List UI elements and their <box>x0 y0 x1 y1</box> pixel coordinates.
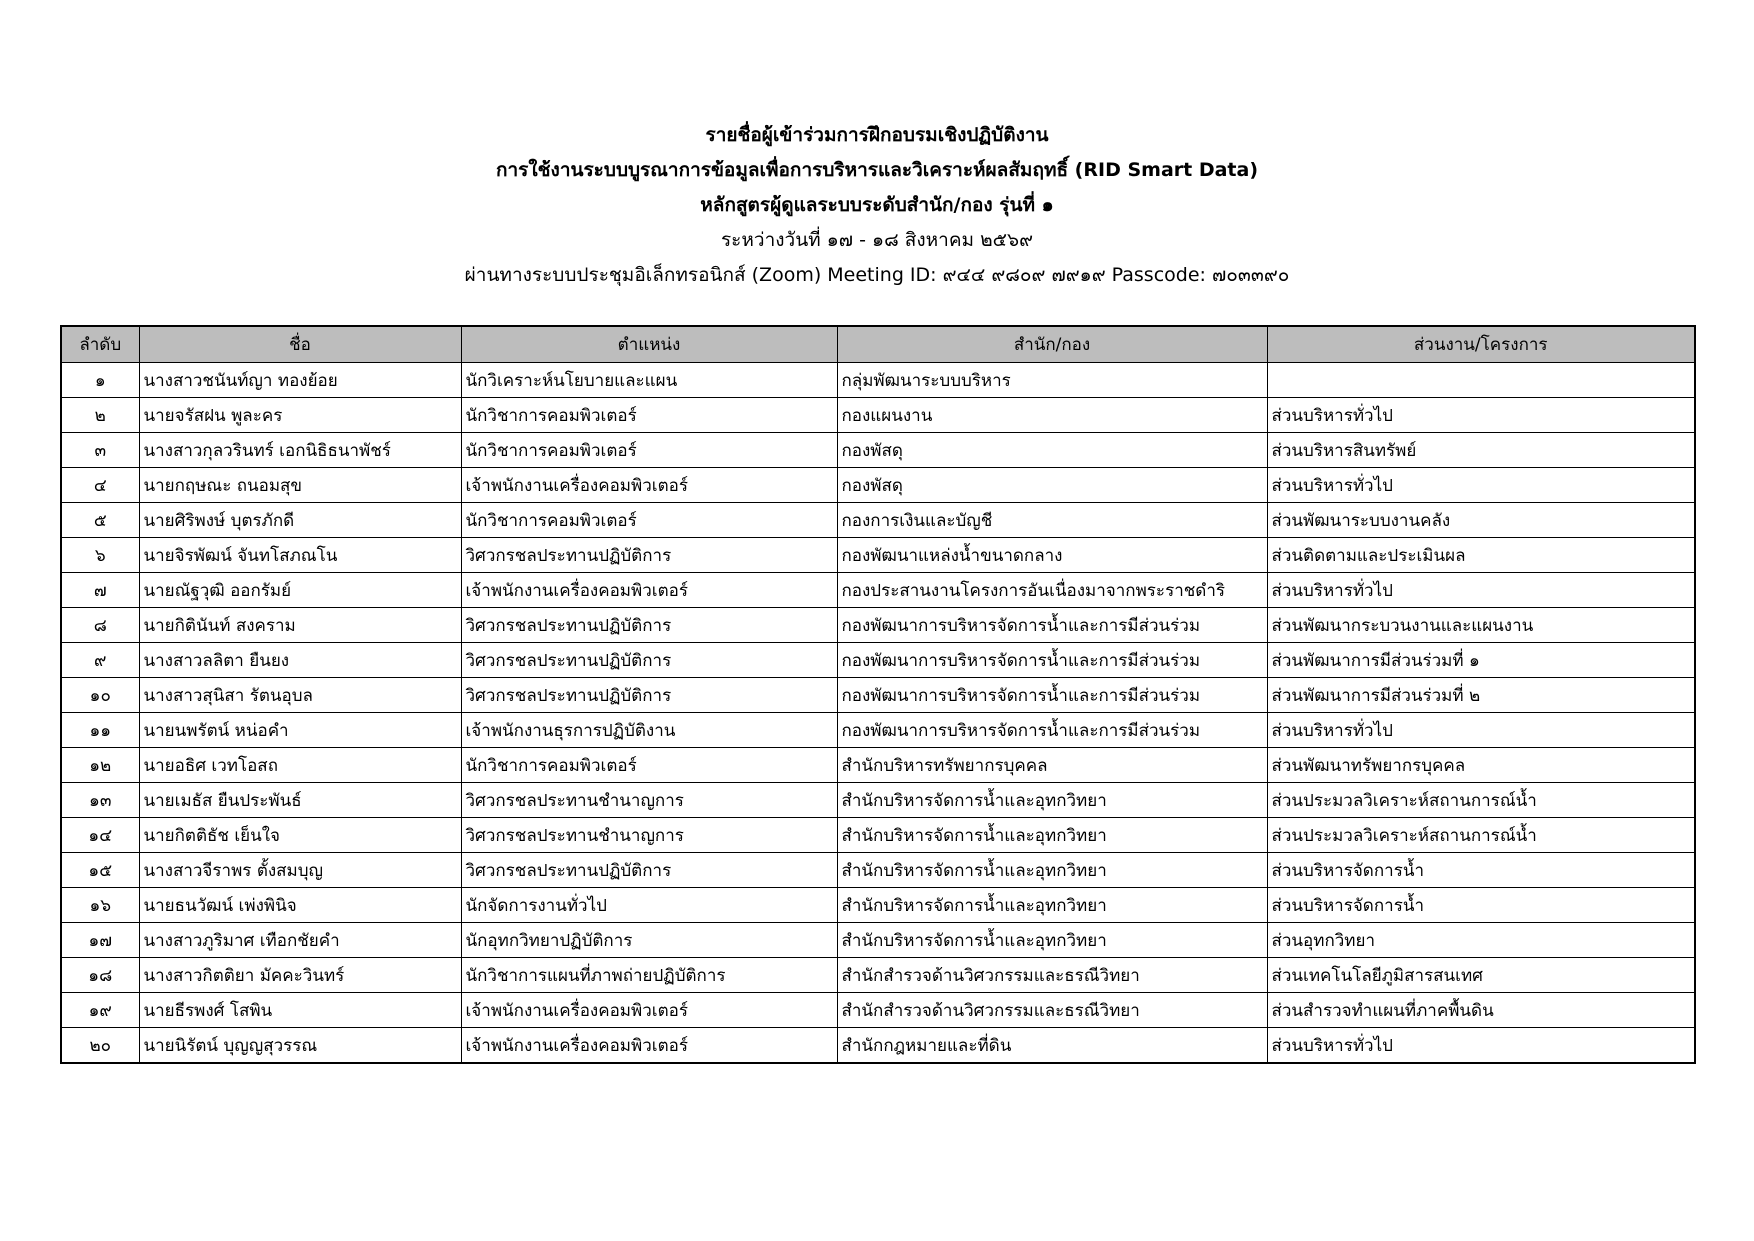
cell-position: เจ้าพนักงานเครื่องคอมพิวเตอร์ <box>461 993 837 1028</box>
cell-name: นายเมธัส ยืนประพันธ์ <box>139 783 461 818</box>
cell-position: วิศวกรชลประทานปฏิบัติการ <box>461 608 837 643</box>
cell-name: นายธีรพงศ์ โสพิน <box>139 993 461 1028</box>
cell-no: ๕ <box>61 503 139 538</box>
cell-no: ๒๐ <box>61 1028 139 1064</box>
cell-office: สำนักบริหารทรัพยากรบุคคล <box>837 748 1267 783</box>
cell-unit: ส่วนติดตามและประเมินผล <box>1267 538 1695 573</box>
cell-no: ๑๕ <box>61 853 139 888</box>
cell-unit: ส่วนสำรวจทำแผนที่ภาคพื้นดิน <box>1267 993 1695 1028</box>
cell-no: ๑๙ <box>61 993 139 1028</box>
column-header-office: สำนัก/กอง <box>837 326 1267 363</box>
cell-unit <box>1267 363 1695 398</box>
table-row <box>61 678 1695 713</box>
cell-no: ๑๗ <box>61 923 139 958</box>
cell-unit: ส่วนพัฒนาทรัพยากรบุคคล <box>1267 748 1695 783</box>
cell-office: กองพัสดุ <box>837 468 1267 503</box>
cell-unit: ส่วนบริหารจัดการน้ำ <box>1267 853 1695 888</box>
table-row <box>61 608 1695 643</box>
table-row <box>61 538 1695 573</box>
cell-position: นักวิชาการคอมพิวเตอร์ <box>461 398 837 433</box>
cell-position: นักวิชาการคอมพิวเตอร์ <box>461 748 837 783</box>
cell-no: ๖ <box>61 538 139 573</box>
table-row <box>61 713 1695 748</box>
cell-position: เจ้าพนักงานเครื่องคอมพิวเตอร์ <box>461 1028 837 1064</box>
cell-name: นายกิตติธัช เย็นใจ <box>139 818 461 853</box>
table-row <box>61 398 1695 433</box>
cell-position: เจ้าพนักงานธุรการปฏิบัติงาน <box>461 713 837 748</box>
cell-unit: ส่วนบริหารทั่วไป <box>1267 468 1695 503</box>
table-row <box>61 923 1695 958</box>
cell-no: ๒ <box>61 398 139 433</box>
table-row <box>61 958 1695 993</box>
cell-position: เจ้าพนักงานเครื่องคอมพิวเตอร์ <box>461 468 837 503</box>
cell-office: สำนักบริหารจัดการน้ำและอุทกวิทยา <box>837 783 1267 818</box>
cell-office: กองแผนงาน <box>837 398 1267 433</box>
cell-no: ๙ <box>61 643 139 678</box>
cell-office: กลุ่มพัฒนาระบบบริหาร <box>837 363 1267 398</box>
cell-office: กองประสานงานโครงการอันเนื่องมาจากพระราชดำริ <box>837 573 1267 608</box>
table-row <box>61 573 1695 608</box>
column-header-name: ชื่อ <box>139 326 461 363</box>
cell-name: นายกิตินันท์ สงคราม <box>139 608 461 643</box>
document-subtitle: การใช้งานระบบบูรณาการข้อมูลเพื่อการบริหารและวิเคราะห์ผลสัมฤทธิ์ (RID Smart Data) <box>495 159 1259 181</box>
table-row <box>61 993 1695 1028</box>
cell-office: กองพัฒนาการบริหารจัดการน้ำและการมีส่วนร่วม <box>837 678 1267 713</box>
table-row <box>61 783 1695 818</box>
cell-name: นายอธิศ เวทโอสถ <box>139 748 461 783</box>
cell-name: นายนิรัตน์ บุญญสุวรรณ <box>139 1028 461 1064</box>
cell-position: นักวิชาการคอมพิวเตอร์ <box>461 433 837 468</box>
participant-table <box>60 325 1696 1064</box>
table-row <box>61 363 1695 398</box>
cell-unit: ส่วนอุทกวิทยา <box>1267 923 1695 958</box>
cell-position: นักวิชาการแผนที่ภาพถ่ายปฏิบัติการ <box>461 958 837 993</box>
cell-no: ๑๘ <box>61 958 139 993</box>
cell-unit: ส่วนบริหารทั่วไป <box>1267 1028 1695 1064</box>
cell-no: ๗ <box>61 573 139 608</box>
cell-office: กองพัฒนาแหล่งน้ำขนาดกลาง <box>837 538 1267 573</box>
cell-no: ๘ <box>61 608 139 643</box>
cell-position: วิศวกรชลประทานปฏิบัติการ <box>461 853 837 888</box>
cell-no: ๑๔ <box>61 818 139 853</box>
cell-name: นางสาวกิตติยา มัคคะวินทร์ <box>139 958 461 993</box>
cell-position: นักวิเคราะห์นโยบายและแผน <box>461 363 837 398</box>
cell-no: ๑๒ <box>61 748 139 783</box>
course-name: หลักสูตรผู้ดูแลระบบระดับสำนัก/กอง รุ่นที่ ๑ <box>700 194 1054 216</box>
cell-no: ๑๑ <box>61 713 139 748</box>
cell-name: นายนพรัตน์ หน่อคำ <box>139 713 461 748</box>
cell-position: วิศวกรชลประทานปฏิบัติการ <box>461 678 837 713</box>
cell-unit: ส่วนบริหารทั่วไป <box>1267 573 1695 608</box>
cell-office: สำนักสำรวจด้านวิศวกรรมและธรณีวิทยา <box>837 993 1267 1028</box>
cell-name: นางสาวชนันท์ญา ทองย้อย <box>139 363 461 398</box>
cell-office: สำนักบริหารจัดการน้ำและอุทกวิทยา <box>837 888 1267 923</box>
cell-name: นายศิริพงษ์ บุตรภักดี <box>139 503 461 538</box>
cell-unit: ส่วนประมวลวิเคราะห์สถานการณ์น้ำ <box>1267 783 1695 818</box>
table-row <box>61 853 1695 888</box>
cell-unit: ส่วนบริหารสินทรัพย์ <box>1267 433 1695 468</box>
cell-position: นักวิชาการคอมพิวเตอร์ <box>461 503 837 538</box>
table-row <box>61 1028 1695 1064</box>
cell-name: นางสาวจีราพร ตั้งสมบุญ <box>139 853 461 888</box>
document-title: รายชื่อผู้เข้าร่วมการฝึกอบรมเชิงปฏิบัติงาน <box>705 124 1049 146</box>
cell-name: นางสาวภูริมาศ เทือกชัยคำ <box>139 923 461 958</box>
cell-name: นายกฤษณะ ถนอมสุข <box>139 468 461 503</box>
column-header-position: ตำแหน่ง <box>461 326 837 363</box>
cell-office: สำนักบริหารจัดการน้ำและอุทกวิทยา <box>837 923 1267 958</box>
column-header-unit: ส่วนงาน/โครงการ <box>1267 326 1695 363</box>
cell-position: วิศวกรชลประทานชำนาญการ <box>461 818 837 853</box>
cell-position: วิศวกรชลประทานชำนาญการ <box>461 783 837 818</box>
cell-position: นักอุทกวิทยาปฏิบัติการ <box>461 923 837 958</box>
cell-name: นายธนวัฒน์ เพ่งพินิจ <box>139 888 461 923</box>
cell-unit: ส่วนพัฒนาระบบงานคลัง <box>1267 503 1695 538</box>
cell-office: กองพัฒนาการบริหารจัดการน้ำและการมีส่วนร่วม <box>837 643 1267 678</box>
cell-position: วิศวกรชลประทานปฏิบัติการ <box>461 643 837 678</box>
cell-name: นางสาวลลิตา ยืนยง <box>139 643 461 678</box>
table-row <box>61 643 1695 678</box>
table-row <box>61 748 1695 783</box>
cell-no: ๑๐ <box>61 678 139 713</box>
cell-unit: ส่วนพัฒนาการมีส่วนร่วมที่ ๑ <box>1267 643 1695 678</box>
table-header-row <box>61 326 1695 363</box>
cell-name: นายณัฐวุฒิ ออกรัมย์ <box>139 573 461 608</box>
cell-position: นักจัดการงานทั่วไป <box>461 888 837 923</box>
cell-no: ๑๖ <box>61 888 139 923</box>
table-row <box>61 433 1695 468</box>
cell-position: เจ้าพนักงานเครื่องคอมพิวเตอร์ <box>461 573 837 608</box>
cell-office: กองการเงินและบัญชี <box>837 503 1267 538</box>
table-row <box>61 888 1695 923</box>
training-dates: ระหว่างวันที่ ๑๗ - ๑๘ สิงหาคม ๒๕๖๙ <box>720 229 1034 251</box>
document-header <box>0 118 1754 293</box>
cell-office: สำนักบริหารจัดการน้ำและอุทกวิทยา <box>837 853 1267 888</box>
table-row <box>61 468 1695 503</box>
cell-office: สำนักกฎหมายและที่ดิน <box>837 1028 1267 1064</box>
cell-no: ๑๓ <box>61 783 139 818</box>
cell-unit: ส่วนพัฒนากระบวนงานและแผนงาน <box>1267 608 1695 643</box>
cell-unit: ส่วนประมวลวิเคราะห์สถานการณ์น้ำ <box>1267 818 1695 853</box>
cell-name: นายจรัสฝน พูละคร <box>139 398 461 433</box>
cell-name: นางสาวกุลวรินทร์ เอกนิธิธนาพัชร์ <box>139 433 461 468</box>
cell-office: สำนักบริหารจัดการน้ำและอุทกวิทยา <box>837 818 1267 853</box>
cell-unit: ส่วนบริหารจัดการน้ำ <box>1267 888 1695 923</box>
cell-position: วิศวกรชลประทานปฏิบัติการ <box>461 538 837 573</box>
cell-unit: ส่วนบริหารทั่วไป <box>1267 713 1695 748</box>
cell-office: สำนักสำรวจด้านวิศวกรรมและธรณีวิทยา <box>837 958 1267 993</box>
table-row <box>61 818 1695 853</box>
cell-name: นายจิรพัฒน์ จันทโสภณโน <box>139 538 461 573</box>
cell-name: นางสาวสุนิสา รัตนอุบล <box>139 678 461 713</box>
cell-unit: ส่วนเทคโนโลยีภูมิสารสนเทศ <box>1267 958 1695 993</box>
table-body <box>61 363 1695 1064</box>
meeting-info: ผ่านทางระบบประชุมอิเล็กทรอนิกส์ (Zoom) Meeting ID: ๙๔๔ ๙๘๐๙ ๗๙๑๙ Passcode: ๗๐๓๓๙๐ <box>464 264 1290 286</box>
cell-office: กองพัฒนาการบริหารจัดการน้ำและการมีส่วนร่วม <box>837 713 1267 748</box>
cell-no: ๑ <box>61 363 139 398</box>
column-header-no: ลำดับ <box>61 326 139 363</box>
cell-unit: ส่วนบริหารทั่วไป <box>1267 398 1695 433</box>
cell-no: ๓ <box>61 433 139 468</box>
cell-office: กองพัสดุ <box>837 433 1267 468</box>
cell-office: กองพัฒนาการบริหารจัดการน้ำและการมีส่วนร่วม <box>837 608 1267 643</box>
table-row <box>61 503 1695 538</box>
cell-no: ๔ <box>61 468 139 503</box>
cell-unit: ส่วนพัฒนาการมีส่วนร่วมที่ ๒ <box>1267 678 1695 713</box>
